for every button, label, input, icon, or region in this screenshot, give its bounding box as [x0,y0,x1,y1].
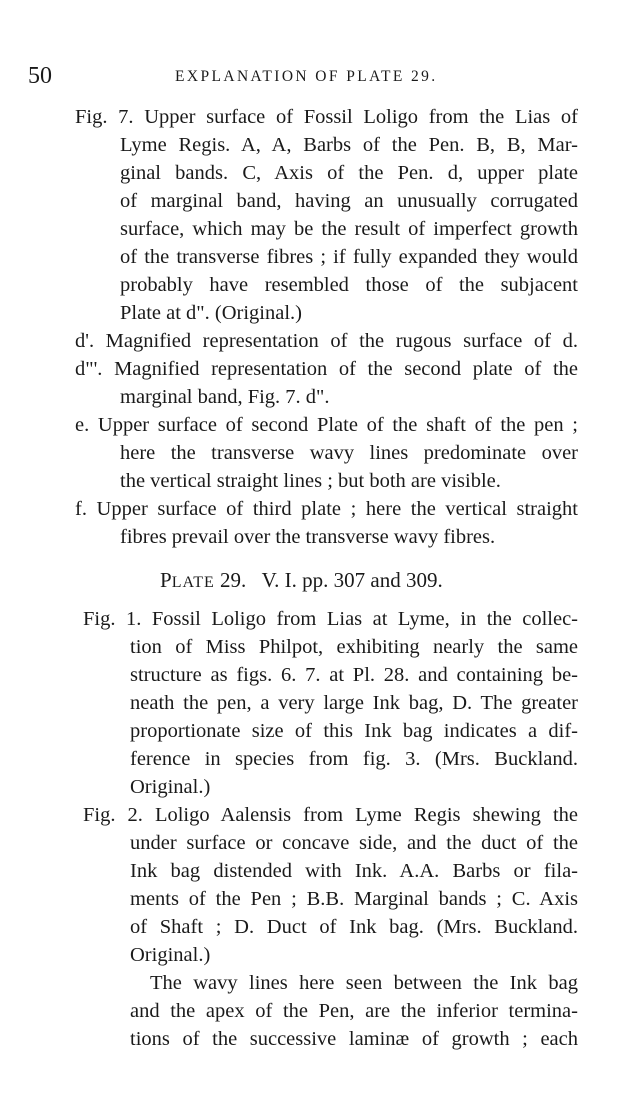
text-line: Original.) [130,944,211,966]
text-line: structure as figs. 6. 7. at Pl. 28. and containing be- [130,664,578,686]
text-line: of the transverse fibres ; if fully expanded they would [120,246,578,268]
text-line: marginal band, Fig. 7. d". [120,386,330,408]
text-line: probably have resembled those of the subjacent [120,274,578,296]
plate-heading [160,566,443,597]
text-line: Fig. 7. Upper surface of Fossil Loligo from the Lias of [75,106,578,128]
text-line: d"'. Magnified representation of the second plate of the [75,358,578,380]
text-line: Original.) [130,776,211,798]
text-line: ments of the Pen ; B.B. Marginal bands ; C. Axis [130,888,578,910]
plate-heading-initial: P [160,568,172,592]
page-header [0,62,641,90]
text-line: tions of the successive laminæ of growth ; each [130,1028,578,1050]
text-line: d'. Magnified representation of the rugous surface of d. [75,330,578,352]
text-line: here the transverse wavy lines predominate over [120,442,578,464]
text-line: the vertical straight lines ; but both are visible. [120,470,501,492]
text-line: Fig. 2. Loligo Aalensis from Lyme Regis shewing the [83,804,578,826]
text-line: proportionate size of this Ink bag indicates a dif- [130,720,578,742]
text-line: fibres prevail over the transverse wavy fibres. [120,526,496,548]
text-line: and the apex of the Pen, are the inferior termina- [130,1000,578,1022]
text-line: f. Upper surface of third plate ; here the vertical straight [75,498,578,520]
text-line: Ink bag distended with Ink. A.A. Barbs or fila- [130,860,578,882]
plate-heading-rest: 29. V. I. pp. 307 and 309. [214,568,443,592]
text-line: of marginal band, having an unusually corrugated [120,190,578,212]
text-line: of Shaft ; D. Duct of Ink bag. (Mrs. Buckland. [130,916,578,938]
text-line: e. Upper surface of second Plate of the shaft of the pen ; [75,414,578,436]
plate-heading-smallcaps: LATE [171,574,215,591]
text-line: surface, which may be the result of imperfect growth [120,218,578,240]
running-head: EXPLANATION OF PLATE 29. [175,68,438,85]
text-line: Lyme Regis. A, A, Barbs of the Pen. B, B, Mar- [120,134,578,156]
text-line: The wavy lines here seen between the Ink bag [150,972,578,994]
text-line: ginal bands. C, Axis of the Pen. d, upper plate [120,162,578,184]
text-line: neath the pen, a very large Ink bag, D. The greater [130,692,578,714]
text-line: under surface or concave side, and the duct of the [130,832,578,854]
text-line: ference in species from fig. 3. (Mrs. Buckland. [130,748,578,770]
page-number: 50 [28,63,52,89]
text-line: Plate at d". (Original.) [120,302,302,324]
text-line: tion of Miss Philpot, exhibiting nearly the same [130,636,578,658]
text-line: Fig. 1. Fossil Loligo from Lias at Lyme, in the collec- [83,608,578,630]
